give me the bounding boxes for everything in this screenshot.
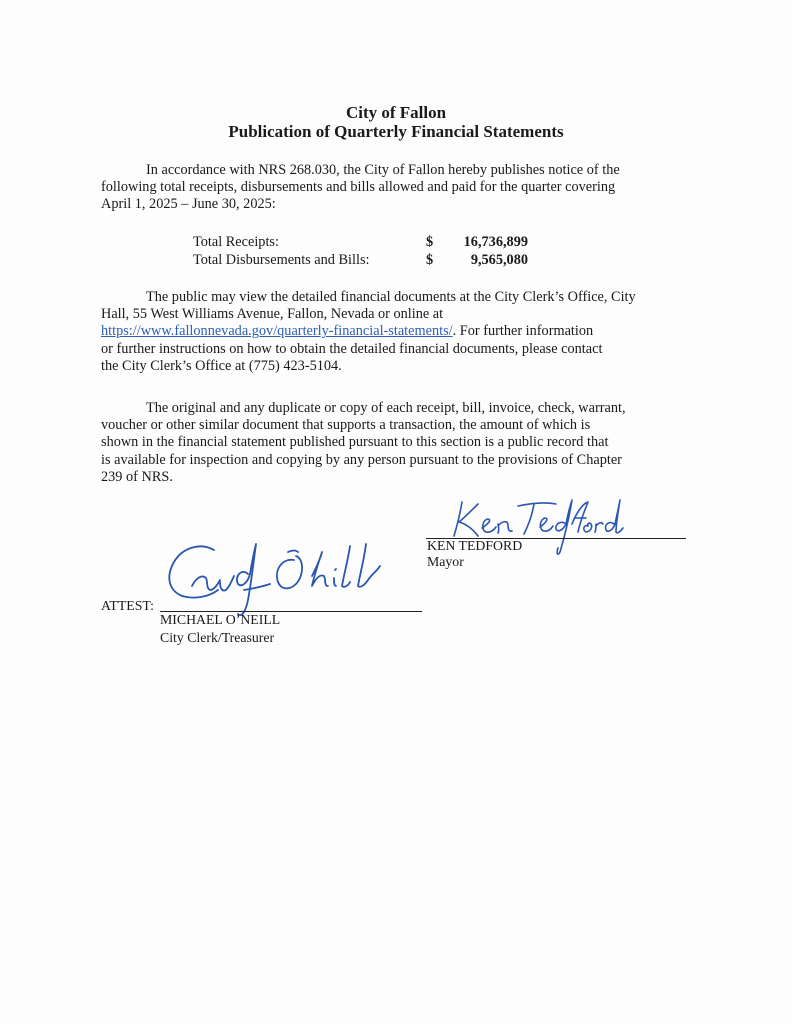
public-view-link-line xyxy=(101,323,711,340)
receipts-label: Total Receipts: xyxy=(193,234,279,250)
mayor-title: Mayor xyxy=(427,554,464,569)
public-record-line: voucher or other similar document that supports a transaction, the amount of which is xyxy=(101,417,591,434)
public-record-line: 239 of NRS. xyxy=(101,468,173,485)
public-record-line: is available for inspection and copying by any person pursuant to the provisions of Chapter xyxy=(101,451,622,468)
document-subtitle: Publication of Quarterly Financial Statements xyxy=(228,122,564,141)
intro-line: April 1, 2025 – June 30, 2025: xyxy=(101,196,276,213)
financial-statements-link[interactable]: https://www.fallonnevada.gov/quarterly-financial-statements/ xyxy=(101,323,453,340)
public-record-paragraph xyxy=(101,400,711,486)
intro-line: In accordance with NRS 268.030, the City of Fallon hereby publishes notice of the xyxy=(146,162,620,178)
public-record-line: The original and any duplicate or copy of each receipt, bill, invoice, check, warrant, xyxy=(146,400,626,416)
public-view-line: The public may view the detailed financial documents at the City Clerk’s Office, City xyxy=(146,289,636,305)
public-view-line: the City Clerk’s Office at (775) 423-5104. xyxy=(101,357,342,374)
disbursements-currency: $ xyxy=(426,251,434,268)
public-record-line: shown in the financial statement published pursuant to this section is a public record that xyxy=(101,434,609,451)
public-view-line: Hall, 55 West Williams Avenue, Fallon, Nevada or online at xyxy=(101,306,444,323)
intro-paragraph xyxy=(101,162,711,214)
document-title: City of Fallon xyxy=(345,103,447,122)
attest-label: ATTEST: xyxy=(101,598,154,613)
disbursements-amount: 9,565,080 xyxy=(470,251,528,268)
public-view-line: or further instructions on how to obtain the detailed financial documents, please contact xyxy=(101,340,603,357)
public-view-paragraph xyxy=(101,289,711,375)
clerk-name: MICHAEL O’NEILL xyxy=(160,612,281,627)
mayor-name: KEN TEDFORD xyxy=(427,538,523,553)
receipts-currency: $ xyxy=(426,234,434,250)
disbursements-label: Total Disbursements and Bills: xyxy=(193,251,370,268)
intro-line: following total receipts, disbursements and bills allowed and paid for the quarter covering xyxy=(101,179,616,196)
public-view-after-link: . For further information xyxy=(452,323,594,340)
receipts-amount: 16,736,899 xyxy=(463,234,528,250)
clerk-title: City Clerk/Treasurer xyxy=(160,630,275,645)
